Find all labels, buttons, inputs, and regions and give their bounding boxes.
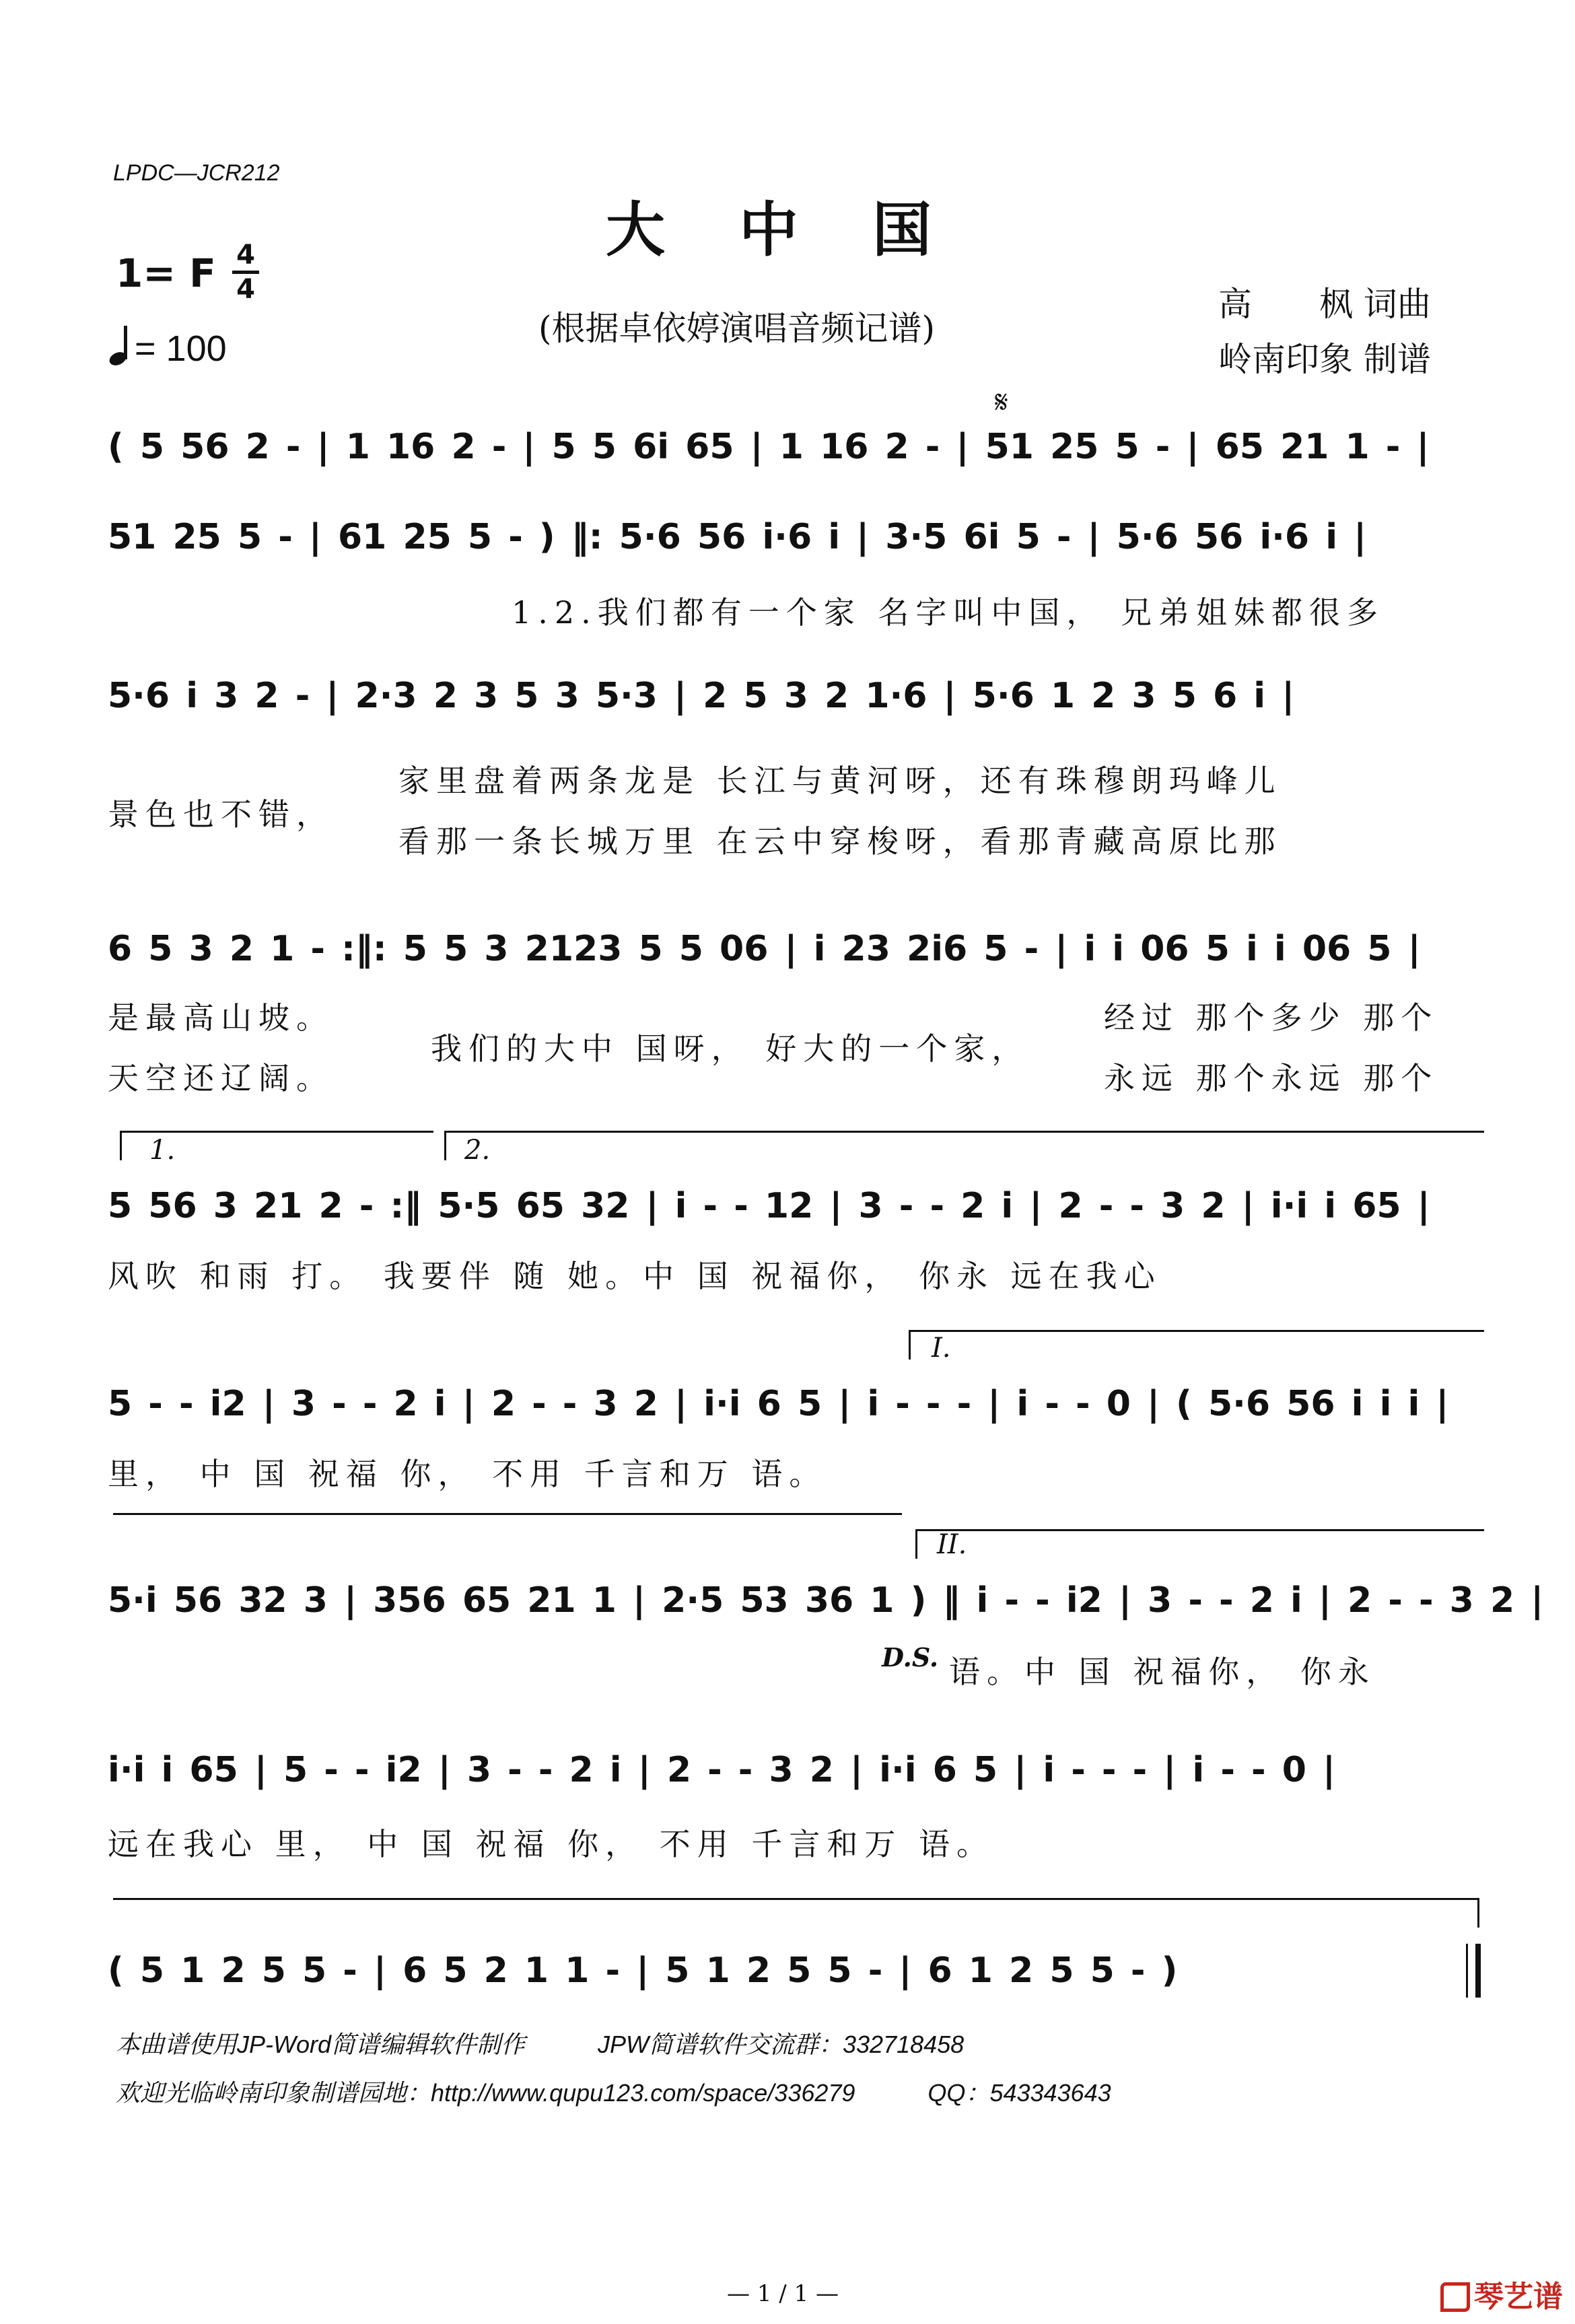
lyrics-line-3c: 看那一条长城万里 在云中穿梭呀，看那青藏高原比那	[398, 823, 1282, 859]
footer-line-1: 本曲谱使用JP-Word简谱编辑软件制作 JPW简谱软件交流群：332718458	[116, 2031, 965, 2058]
logo-text: 琴艺谱	[1474, 2280, 1563, 2314]
lyrics-line-5: 风吹 和雨 打。 我要伴 随 她。中 国 祝福你， 你永 远在我心	[108, 1258, 1162, 1294]
score-system-8: i·i i 65 | 5 - - i2 | 3 - - 2 i | 2 - - 3 2 | i·i 6 5 | i - - - | i - - 0 |	[108, 1750, 1335, 1790]
volta-2-label: 2.	[464, 1135, 491, 1166]
site-logo	[1440, 2272, 1563, 2315]
ending-i-hook	[909, 1330, 911, 1360]
tempo-value: = 100	[135, 328, 227, 369]
score-system-9: ( 5 1 2 5 5 - | 6 5 2 1 1 - | 5 1 2 5 5 - | 6 1 2 5 5 - )	[108, 1950, 1178, 1991]
volta-1-label: 1.	[149, 1135, 176, 1166]
score-system-5: 5 56 3 21 2 - :‖ 5·5 65 32 | i - - 12 | 3 - - 2 i | 2 - - 3 2 | i·i i 65 |	[108, 1186, 1430, 1226]
volta-1-hook	[120, 1131, 122, 1160]
lyrics-line-2: 1.2.我们都有一个家 名字叫中国， 兄弟姐妹都很多	[512, 594, 1385, 631]
staff-divider-line	[113, 1513, 902, 1515]
volta-2-line	[444, 1131, 1484, 1133]
logo-mark-icon	[1440, 2282, 1470, 2312]
score-system-4: 6 5 3 2 1 - :‖: 5 5 3 2123 5 5 06 | i 23 2i6 5 - | i i 06 5 i i 06 5 |	[108, 929, 1421, 969]
ending-ii-hook	[915, 1529, 917, 1559]
lyrics-line-4d: 永远 那个永远 那个	[1104, 1060, 1439, 1096]
lyrics-line-3b: 家里盘着两条龙是 长江与黄河呀，还有珠穆朗玛峰儿	[398, 763, 1282, 799]
final-barline-thin	[1466, 1944, 1468, 1998]
score-system-3: 5·6 i 3 2 - | 2·3 2 3 5 3 5·3 | 2 5 3 2 1·6 | 5·6 1 2 3 5 6 i |	[108, 676, 1295, 716]
meter-bottom: 4	[236, 274, 255, 305]
ending-i-label: I.	[932, 1333, 951, 1364]
subtitle: (根据卓依婷演唱音频记谱)	[538, 309, 936, 348]
final-barline	[1475, 1944, 1481, 1998]
segno-icon: 𝄋	[995, 384, 1008, 420]
key-signature: 1= F	[116, 250, 216, 296]
lyrics-line-6: 里， 中 国 祝福 你， 不用 千言和万 语。	[108, 1456, 827, 1492]
lyrics-line-4-mid: 我们的大中 国呀， 好大的一个家，	[431, 1030, 1030, 1067]
lyrics-line-8: 远在我心 里， 中 国 祝福 你， 不用 千言和万 语。	[108, 1826, 994, 1862]
credit-transcriber: 岭南印象 制谱	[1218, 340, 1431, 379]
lyrics-line-4b: 天空还辽阔。	[108, 1060, 334, 1096]
score-system-2: 51 25 5 - | 61 25 5 - ) ‖: 5·6 56 i·6 i | 3·5 6i 5 - | 5·6 56 i·6 i |	[108, 517, 1367, 557]
score-system-6: 5 - - i2 | 3 - - 2 i | 2 - - 3 2 | i·i 6 5 | i - - - | i - - 0 | ( 5·6 56 i i i |	[108, 1384, 1449, 1424]
lyrics-line-4a: 是最高山坡。	[108, 999, 334, 1036]
coda-bracket-hook	[1477, 1898, 1479, 1928]
meter-top: 4	[236, 240, 255, 271]
score-system-1: ( 5 56 2 - | 1 16 2 - | 5 5 6i 65 | 1 16 2 - | 51 25 5 - | 65 21 1 - |	[108, 427, 1430, 467]
song-title: 大中国	[606, 195, 1006, 265]
volta-1-line	[120, 1131, 433, 1133]
page-number: — 1 / 1 —	[727, 2280, 839, 2307]
tempo-marking	[108, 326, 227, 369]
dal-segno-marking: D.S.	[882, 1642, 939, 1672]
credit-composer: 高 枫 词曲	[1218, 285, 1431, 324]
quarter-note-icon	[108, 326, 135, 366]
score-code: LPDC—JCR212	[113, 160, 280, 186]
volta-2-hook	[444, 1131, 446, 1160]
footer-line-2: 欢迎光临岭南印象制谱园地：http://www.qupu123.com/space/336279 QQ：543343643	[116, 2079, 1111, 2107]
score-system-7: 5·i 56 32 3 | 356 65 21 1 | 2·5 53 36 1 ) ‖ i - - i2 | 3 - - 2 i | 2 - - 3 2 |	[108, 1580, 1544, 1621]
ending-ii-line	[915, 1529, 1484, 1531]
time-signature	[232, 241, 259, 304]
coda-bracket-line	[113, 1898, 1479, 1900]
lyrics-line-4c: 经过 那个多少 那个	[1104, 999, 1439, 1036]
lyrics-line-3a: 景色也不错，	[108, 796, 334, 833]
ending-i-line	[909, 1330, 1484, 1332]
lyrics-line-7: 语。中 国 祝福你， 你永	[949, 1654, 1376, 1690]
ending-ii-label: II.	[937, 1529, 967, 1560]
